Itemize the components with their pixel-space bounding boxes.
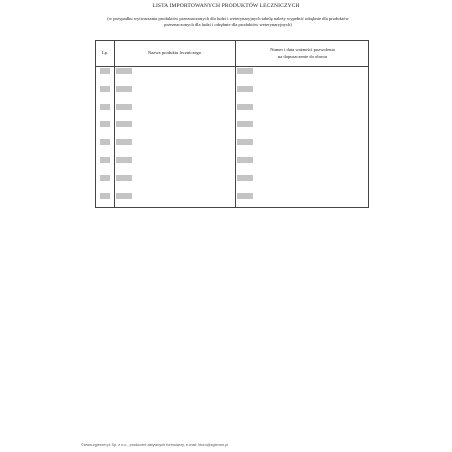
header-permit	[235, 41, 370, 66]
row-lp-field[interactable]	[100, 86, 110, 92]
document-note: (w przypadku wytwarzania produktów przeznaczonych dla ludzi i weterynaryjnych tabelę należy wypełnić odrębnie dla produktów przeznaczonych dla ludzi i odrębnie dla produktów weterynaryjnych)	[107, 16, 349, 28]
row-permit-field[interactable]	[237, 139, 253, 145]
header-divider	[96, 66, 368, 67]
row-lp-field[interactable]	[100, 68, 110, 74]
row-product-name-field[interactable]	[116, 86, 132, 92]
row-permit-field[interactable]	[237, 157, 253, 163]
row-permit-field[interactable]	[237, 193, 253, 199]
header-permit-label-line1: Numer i data ważności pozwolenia	[270, 47, 335, 53]
row-lp-field[interactable]	[100, 121, 110, 127]
header-product-name	[114, 41, 235, 66]
row-lp-field[interactable]	[100, 175, 110, 181]
header-lp	[96, 41, 114, 66]
row-lp-field[interactable]	[100, 157, 110, 163]
row-permit-field[interactable]	[237, 68, 253, 74]
document-title: LISTA IMPORTOWANYCH PRODUKTÓW LECZNICZYCH	[152, 3, 300, 9]
row-product-name-field[interactable]	[116, 157, 132, 163]
row-product-name-field[interactable]	[116, 139, 132, 145]
header-lp-label: Lp.	[101, 50, 109, 56]
row-product-name-field[interactable]	[116, 104, 132, 110]
products-table	[95, 40, 369, 208]
row-product-name-field[interactable]	[116, 175, 132, 181]
row-permit-field[interactable]	[237, 175, 253, 181]
row-product-name-field[interactable]	[116, 193, 132, 199]
row-product-name-field[interactable]	[116, 68, 132, 74]
row-product-name-field[interactable]	[116, 121, 132, 127]
row-permit-field[interactable]	[237, 86, 253, 92]
header-permit-label-line2: na dopuszczenie do obrotu	[277, 53, 328, 59]
row-lp-field[interactable]	[100, 104, 110, 110]
footer-copyright: ©www.zgierom.pl Sp. z o.o., producent aktywnych formularzy, e-mail: biuro@zgierom.pl	[81, 443, 229, 447]
row-lp-field[interactable]	[100, 139, 110, 145]
header-product-name-label: Nazwa produktu leczniczego	[147, 50, 202, 56]
row-permit-field[interactable]	[237, 121, 253, 127]
row-lp-field[interactable]	[100, 193, 110, 199]
row-permit-field[interactable]	[237, 104, 253, 110]
